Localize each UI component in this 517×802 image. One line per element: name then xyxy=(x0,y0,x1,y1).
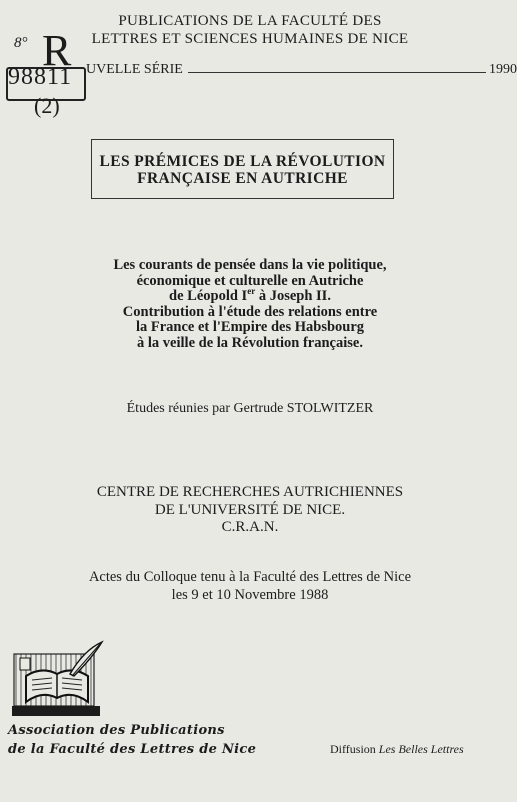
proceedings-line2: les 9 et 10 Novembre 1988 xyxy=(171,587,329,603)
stamp-prefix: 8° xyxy=(14,35,28,51)
diffusion-publisher: Les Belles Lettres xyxy=(378,742,464,756)
research-centre xyxy=(60,484,440,537)
publisher-header-line2: LETTRES ET SCIENCES HUMAINES DE NICE xyxy=(91,31,409,47)
subtitle-line1: Les courants de pensée dans la vie politique, xyxy=(113,257,387,273)
series-rule xyxy=(188,72,486,73)
subtitle-line2: économique et culturelle en Autriche xyxy=(136,272,364,289)
subtitle-line4: Contribution à l'étude des relations entre xyxy=(122,303,378,320)
proceedings-line1: Actes du Colloque tenu à la Faculté des Lettres de Nice xyxy=(88,569,412,585)
series-label: UVELLE SÉRIE xyxy=(86,62,183,77)
publisher-header-line1: PUBLICATIONS DE LA FACULTÉ DES xyxy=(118,13,382,29)
research-centre-acronym: C.R.A.N. xyxy=(221,519,279,535)
library-stamp xyxy=(6,25,86,125)
diffusion-prefix: Diffusion xyxy=(330,742,379,756)
book-quill-logo xyxy=(12,640,104,722)
book-title xyxy=(92,153,393,187)
stamp-volume: (2) xyxy=(34,93,60,118)
editor-line: Études réunies par Gertrude STOLWITZER xyxy=(126,401,374,416)
book-title-line1: LES PRÉMICES DE LA RÉVOLUTION xyxy=(99,153,386,170)
subtitle-line3-sup: er xyxy=(247,286,256,297)
series-year: 1990 xyxy=(489,62,517,77)
series-line xyxy=(86,62,517,82)
subtitle-line3 xyxy=(70,286,430,305)
subtitle-line5: la France et l'Empire des Habsbourg xyxy=(135,319,365,335)
subtitle-line3-end: à Joseph II. xyxy=(255,288,331,304)
subtitle-line6: à la veille de la Révolution française. xyxy=(137,334,363,351)
title-box xyxy=(91,139,394,199)
proceedings xyxy=(60,568,440,604)
research-centre-line2: DE L'UNIVERSITÉ DE NICE. xyxy=(154,501,346,518)
publisher-header xyxy=(90,12,410,48)
association-line2: de la Faculté des Lettres de Nice xyxy=(8,742,257,757)
stamp-letter: R xyxy=(42,26,72,75)
subtitle xyxy=(70,258,430,351)
subtitle-line3-start: de Léopold I xyxy=(169,288,248,304)
book-title-line2: FRANÇAISE EN AUTRICHE xyxy=(137,170,348,187)
association-name xyxy=(8,721,308,759)
association-line1: Association des Publications xyxy=(8,723,225,738)
diffusion-line xyxy=(330,742,495,757)
research-centre-line1: CENTRE DE RECHERCHES AUTRICHIENNES xyxy=(96,484,404,500)
stamp-number: 98811 xyxy=(8,64,73,90)
